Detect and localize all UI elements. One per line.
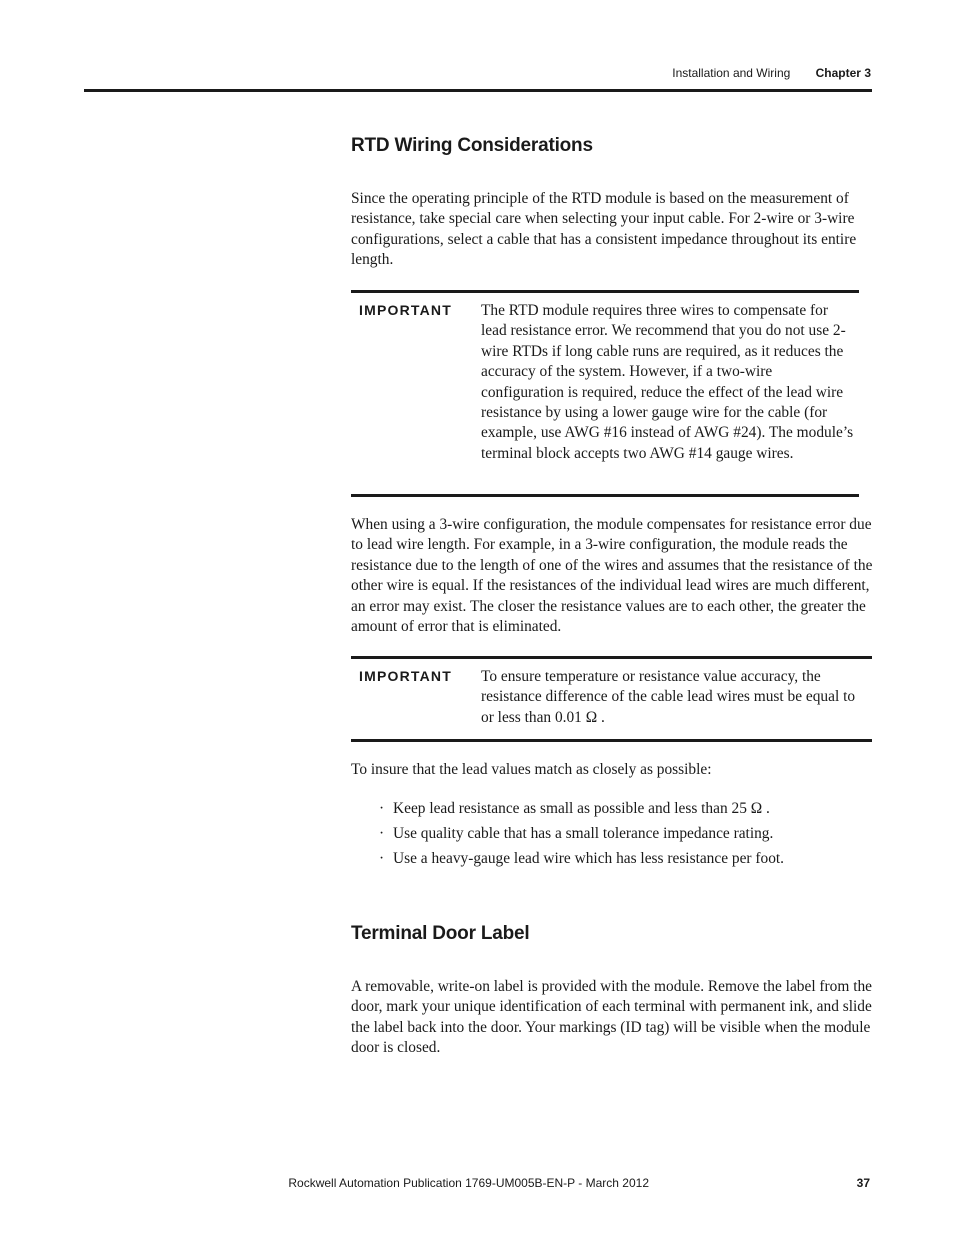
terminal-door-label-paragraph: A removable, write-on label is provided with the module. Remove the label from the door, mark your unique identification of each terminal with permanent ink, and slide the label back into the door. Your markings (ID tag) will be visible when the module door is closed. <box>351 978 873 1057</box>
important-label: IMPORTANT <box>359 668 452 684</box>
bullet-icon: · <box>379 825 385 842</box>
list-item <box>351 849 784 874</box>
important-box-lead-resistance <box>351 290 859 497</box>
section-heading-terminal-door-label: Terminal Door Label <box>351 923 530 944</box>
list-item <box>351 799 784 824</box>
page-footer <box>0 1176 954 1192</box>
page-number: 37 <box>856 1176 870 1190</box>
three-wire-paragraph: When using a 3-wire configuration, the module compensates for resistance error due to lead wire length. For example, in a 3-wire configuration, the module reads the resistance due to the length of one of the wires and assumes that the resistance of the other wire is equal. If the resistances of the individual lead wires are much different, an error may exist. The closer the resistance values are to each other, the greater the amount of error that is eliminated. <box>351 516 873 636</box>
important-text: To ensure temperature or resistance value accuracy, the resistance difference of the cable lead wires must be equal to or less than 0.01 Ω . <box>481 668 856 726</box>
list-item <box>351 824 784 849</box>
running-header <box>672 66 871 80</box>
section-heading-rtd-wiring: RTD Wiring Considerations <box>351 135 593 156</box>
lead-values-intro: To insure that the lead values match as closely as possible: <box>351 761 712 778</box>
header-chapter: Chapter 3 <box>815 66 871 80</box>
header-section-title: Installation and Wiring <box>672 66 791 80</box>
list-item-text: Use a heavy-gauge lead wire which has less resistance per foot. <box>393 850 785 867</box>
bullet-icon: · <box>379 850 385 867</box>
list-item-text: Use quality cable that has a small tolerance impedance rating. <box>393 825 774 842</box>
bullet-icon: · <box>379 800 385 817</box>
important-label: IMPORTANT <box>359 302 452 318</box>
list-item-text: Keep lead resistance as small as possible and less than 25 Ω . <box>393 800 770 817</box>
rtd-intro-paragraph: Since the operating principle of the RTD module is based on the measurement of resistance, take special care when selecting your input cable. For 2-wire or 3-wire configurations, select a cable that has a consistent impedance throughout its entire length. <box>351 190 857 269</box>
lead-guidelines-list <box>351 799 784 874</box>
footer-publication: Rockwell Automation Publication 1769-UM005B-EN-P - March 2012 <box>288 1176 649 1190</box>
important-text: The RTD module requires three wires to compensate for lead resistance error. We recommend that you do not use 2-wire RTDs if long cable runs are required, as it reduces the accuracy of the system. However, if a two-wire configuration is required, reduce the effect of the lead wire resistance by using a lower gauge wire for the cable (for example, use AWG #16 instead of AWG #24). The module’s terminal block accepts two AWG #14 gauge wires. <box>481 302 854 462</box>
header-rule <box>84 89 872 92</box>
important-box-accuracy <box>351 656 872 742</box>
